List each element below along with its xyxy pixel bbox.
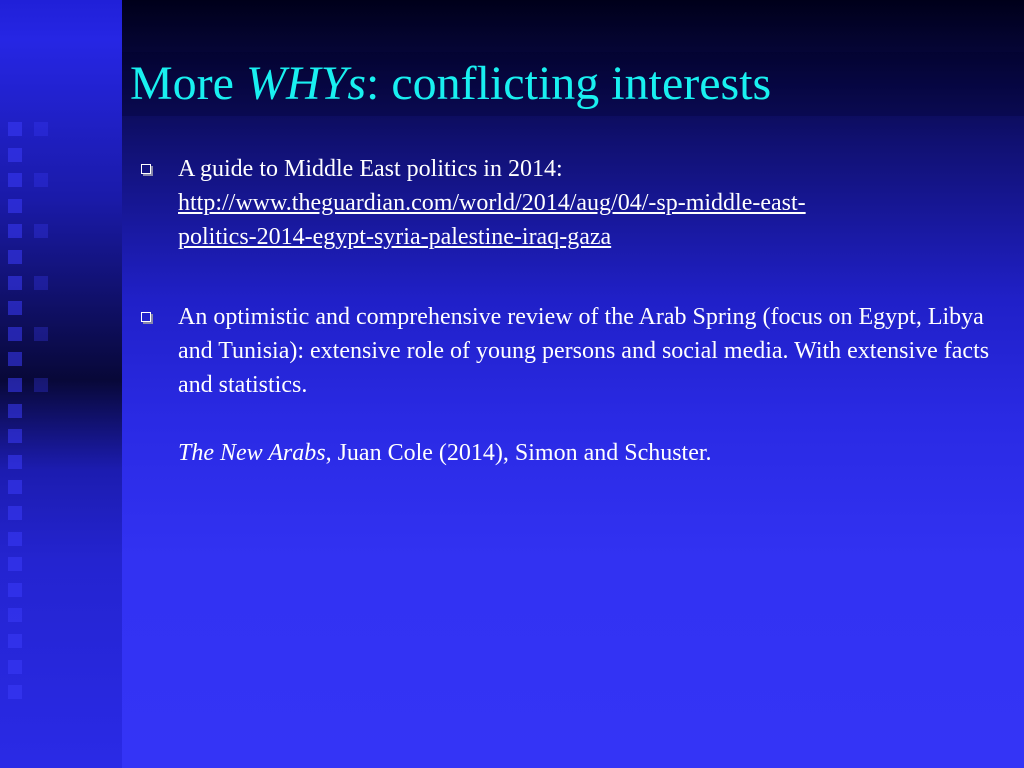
decorative-square (8, 557, 22, 571)
decorative-square (8, 404, 22, 418)
decorative-square (8, 583, 22, 597)
slide-content (138, 152, 998, 516)
decorative-square (8, 352, 22, 366)
decorative-square (8, 455, 22, 469)
decorative-square (8, 378, 22, 392)
decorative-square (8, 608, 22, 622)
decorative-square (8, 199, 22, 213)
decorative-square (8, 660, 22, 674)
hollow-square-bullet-icon (141, 312, 151, 322)
decorative-square (34, 224, 48, 238)
decorative-square (34, 276, 48, 290)
decorative-square (8, 327, 22, 341)
decorative-square (34, 173, 48, 187)
decorative-square (8, 173, 22, 187)
slide-title: More WHYs: conflicting interests (130, 57, 772, 110)
decorative-square (8, 532, 22, 546)
decorative-square (8, 250, 22, 264)
decorative-square (34, 122, 48, 136)
bullet-item-guide (138, 152, 998, 254)
decorative-square (34, 378, 48, 392)
bullet-text: A guide to Middle East politics in 2014: (178, 156, 563, 182)
decorative-square (8, 634, 22, 648)
decorative-square (8, 224, 22, 238)
bullet-text: An optimistic and comprehensive review of the Arab Spring (focus on Egypt, Libya and Tunisia): extensive role of young persons and social media. With extensive facts and statistics. (178, 304, 990, 398)
decorative-square (8, 301, 22, 315)
decorative-square (8, 276, 22, 290)
book-citation: The New Arabs, Juan Cole (2014), Simon and Schuster. (178, 440, 712, 466)
decorative-square (8, 506, 22, 520)
decorative-square (8, 148, 22, 162)
decorative-square (8, 122, 22, 136)
hollow-square-bullet-icon (141, 164, 151, 174)
decorative-square (8, 429, 22, 443)
decorative-square (8, 685, 22, 699)
guardian-link[interactable]: http://www.theguardian.com/world/2014/aug/04/-sp-middle-east- politics-2014-egypt-syria-palestine-iraq-gaza (178, 190, 806, 250)
book-title: The New Arabs (178, 440, 326, 466)
bullet-item-review (138, 300, 998, 470)
decorative-squares-column (0, 0, 122, 768)
slide-title-emphasis: WHYs (245, 57, 366, 110)
decorative-square (34, 327, 48, 341)
decorative-square (8, 480, 22, 494)
